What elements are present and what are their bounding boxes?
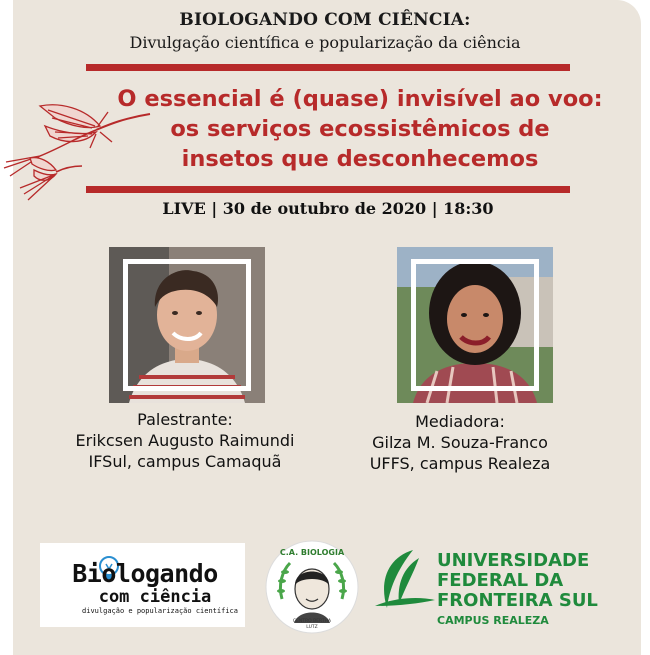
speaker-name: Erikcsen Augusto Raimundi — [75, 431, 295, 450]
speaker-institution: IFSul, campus Camaquã — [88, 452, 282, 471]
bottom-divider — [86, 186, 570, 193]
ca-biologia-logo — [264, 539, 360, 635]
header-title: BIOLOGANDO COM CIÊNCIA: — [179, 10, 471, 30]
header-subtitle: Divulgação científica e popularização da ciência — [129, 33, 521, 52]
talk-title-line2: os serviços ecossistêmicos de — [170, 116, 550, 142]
talk-title-line3: insetos que desconhecemos — [181, 146, 539, 172]
uffs-line1: UNIVERSIDADE — [437, 550, 590, 571]
uffs-campus: CAMPUS REALEZA — [437, 614, 549, 627]
talk-title — [100, 84, 620, 174]
biologando-logo-line1: Biologando — [72, 559, 218, 588]
uffs-leaf-icon — [373, 548, 435, 610]
speaker-role: Palestrante: — [137, 410, 233, 429]
uffs-logo — [373, 546, 608, 632]
speaker-photo — [109, 247, 265, 403]
biologando-logo-line3: divulgação e popularização científica — [82, 607, 238, 615]
uffs-line3: FRONTEIRA SUL — [437, 590, 598, 611]
mediator-role: Mediadora: — [415, 412, 505, 431]
uffs-line2: FEDERAL DA — [437, 570, 564, 591]
mediator-photo — [397, 247, 553, 403]
speaker-caption — [40, 409, 330, 472]
mediator-institution: UFFS, campus Realeza — [369, 454, 551, 473]
header — [0, 10, 650, 52]
ca-biologia-title: C.A. BIOLOGIA — [279, 548, 345, 557]
ca-biologia-subtitle: CENTRO BERTHA LUTZ — [292, 619, 332, 630]
mediator-caption — [330, 411, 590, 474]
talk-title-line1: O essencial é (quase) invisível ao voo: — [117, 86, 603, 112]
top-divider — [86, 64, 570, 71]
biologando-logo-line2: com ciência — [98, 587, 212, 607]
mediator-name: Gilza M. Souza-Franco — [372, 433, 548, 452]
event-date: LIVE | 30 de outubro de 2020 | 18:30 — [162, 199, 494, 218]
biologando-logo — [40, 543, 245, 627]
